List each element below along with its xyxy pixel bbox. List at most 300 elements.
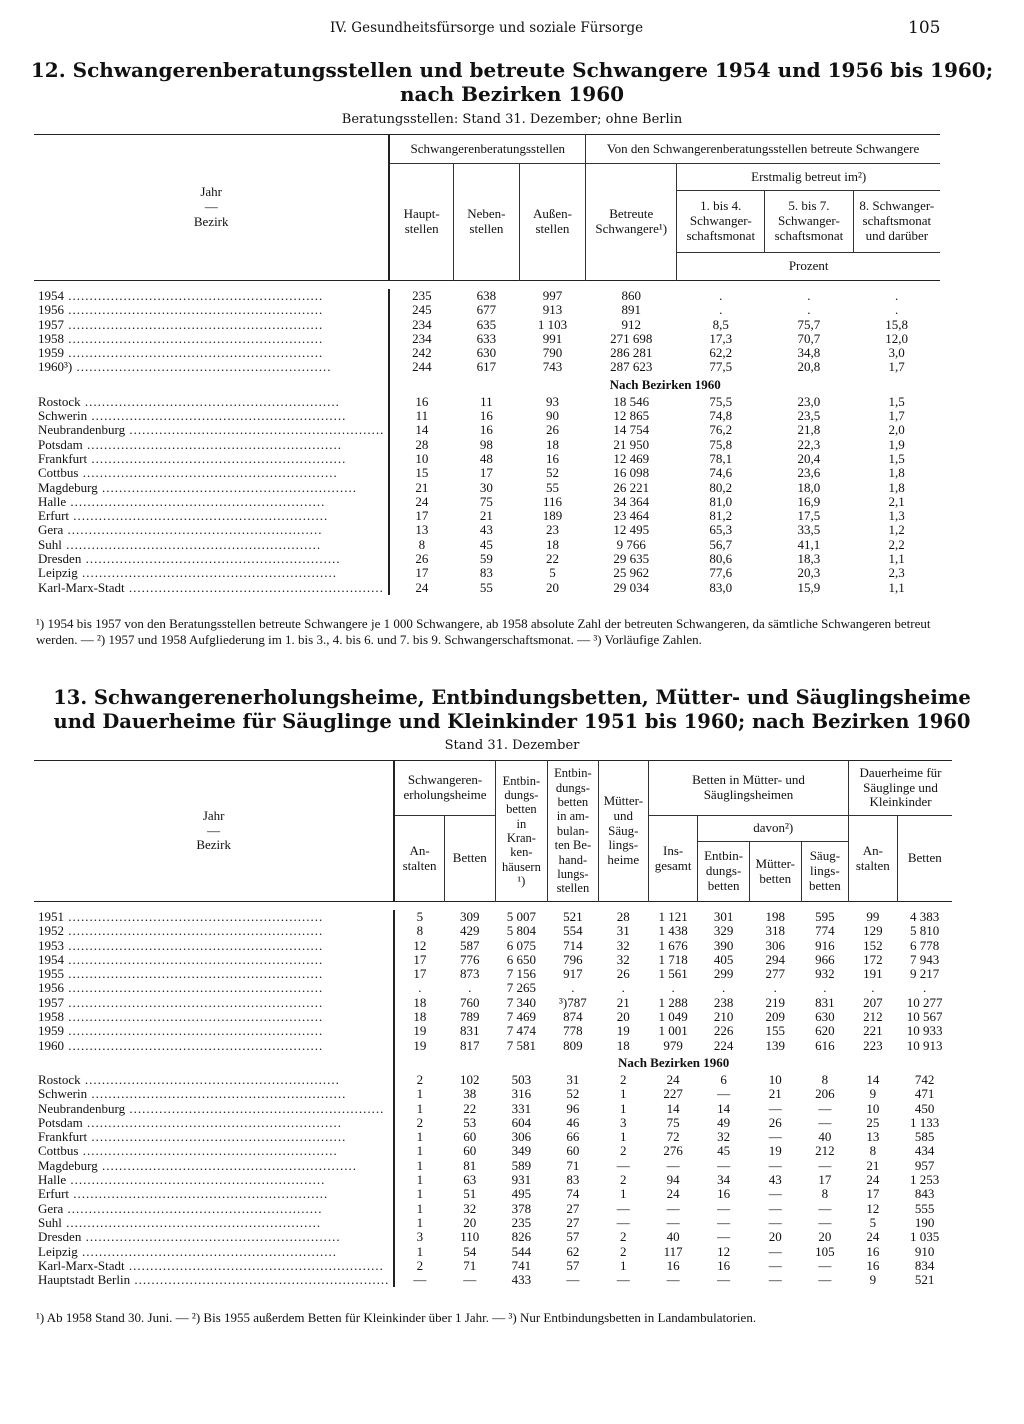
row-label-text: 1956 (38, 981, 64, 996)
cell-value: 6 (720, 1071, 727, 1087)
table-row (34, 581, 940, 595)
col-saeuglingsbetten: Säug- lings- betten (801, 842, 848, 902)
cell-value: — (818, 1114, 832, 1130)
cell-value: 56,7 (709, 536, 733, 552)
cell-value: 25 (866, 1114, 880, 1130)
cell-value: 931 (511, 1172, 532, 1188)
cell-value: 741 (511, 1257, 532, 1273)
cell-value: 1,5 (888, 393, 905, 409)
cell-value: 4 383 (909, 909, 940, 924)
cell-value: 796 (563, 951, 583, 967)
cell-value: 1 (394, 1187, 444, 1201)
cell-value: 1 103 (537, 316, 568, 332)
table-row (34, 953, 952, 967)
cell-value: 1 (394, 1130, 444, 1144)
cell-value: 11 (389, 409, 453, 423)
table-row (34, 452, 940, 466)
cell-value: 24 (666, 1071, 680, 1087)
cell-value: 18 (394, 1010, 444, 1024)
cell-value: . (773, 980, 777, 996)
cell-value: 778 (563, 1023, 583, 1039)
cell-value: — (768, 1257, 782, 1273)
cell-value: 789 (460, 1009, 480, 1025)
cell-value: 238 (713, 994, 734, 1010)
cell-value: 26 (768, 1114, 782, 1130)
cell-value: 638 (476, 288, 497, 303)
row-label-text: 1960³) (38, 360, 73, 375)
cell-value: 28 (389, 438, 453, 452)
col-entb-ambulant: Entbin- dungs- betten in am- bulan- ten Be- hand- lungs- stellen (548, 761, 599, 902)
table-row (34, 523, 940, 537)
table-row (34, 939, 952, 953)
cell-value: 235 (389, 289, 453, 303)
cell-value: — (768, 1243, 782, 1259)
cell-value: 75,8 (709, 436, 733, 452)
cell-value: 1,7 (888, 359, 905, 375)
cell-value: . (894, 302, 899, 318)
cell-value: 27 (566, 1214, 580, 1230)
cell-value: — (717, 1214, 731, 1230)
table13-title-line2: und Dauerheime für Säuglinge und Kleinkinder 1951 bis 1960; nach Bezirken 1960 (53, 710, 971, 733)
cell-value: 29 034 (613, 579, 650, 595)
cell-value: 63 (463, 1172, 477, 1188)
cell-value: 2 (394, 1259, 444, 1273)
cell-value: 24 (866, 1172, 880, 1188)
leader-dots: ............................................................ (80, 394, 340, 409)
cell-value: 1,8 (888, 465, 905, 481)
table-row (34, 552, 940, 566)
cell-value: 60 (566, 1143, 580, 1159)
cell-value: 53 (463, 1114, 477, 1130)
cell-value: 595 (815, 909, 835, 924)
cell-value: 1 (394, 1216, 444, 1230)
cell-value: 3 (620, 1114, 627, 1130)
cell-value: 80,6 (709, 551, 733, 567)
cell-value: 198 (765, 909, 786, 924)
row-label-text: Schwerin (38, 1087, 88, 1102)
table13-footnote: ¹) Ab 1958 Stand 30. Juni. — ²) Bis 1955 außerdem Betten für Kleinkinder über 1 Jahr. — ³) Nur Entbindungsbetten in Landambulatorien. (36, 1310, 757, 1325)
col-monat-5-7: 5. bis 7. Schwanger- schaftsmonat (765, 191, 853, 253)
cell-value: 21,8 (797, 422, 821, 438)
cell-value: 22 (463, 1100, 477, 1116)
col-entb-krankenhaus: Entbin- dungs- betten in Kran- ken- häusern ¹) (495, 761, 547, 902)
cell-value: 48 (479, 450, 493, 466)
cell-value: 81,2 (709, 508, 733, 524)
leader-dots: ............................................................ (63, 1201, 323, 1216)
row-label-text: Leipzig (38, 1244, 78, 1259)
row-label-text: Suhl (38, 1215, 62, 1230)
table-row (34, 1039, 952, 1053)
row-label-text: Frankfurt (38, 451, 88, 466)
leader-dots: ............................................................ (97, 1158, 357, 1173)
cell-value: 2,0 (888, 422, 905, 438)
cell-value: 60 (463, 1129, 477, 1145)
cell-value: 90 (545, 408, 559, 424)
cell-value: 34 364 (613, 493, 650, 509)
row-label-text: Potsdam (38, 437, 83, 452)
cell-value: 31 (566, 1071, 580, 1087)
row-label (34, 1024, 394, 1038)
table12-title (0, 58, 1024, 106)
row-label (34, 1116, 394, 1130)
cell-value: 831 (815, 994, 835, 1010)
cell-value: 20 (616, 1009, 630, 1025)
col-prozent: Prozent (677, 253, 940, 281)
cell-value: 299 (713, 966, 734, 982)
leader-dots: ............................................................ (125, 423, 385, 438)
cell-value: 17 (479, 465, 493, 481)
cell-value: 13 (866, 1129, 880, 1145)
cell-value: 226 (713, 1023, 734, 1039)
table-row (34, 996, 952, 1010)
cell-value: 34,8 (797, 345, 821, 361)
row-label (34, 395, 389, 409)
cell-value: 57 (566, 1229, 580, 1245)
row-label (34, 1273, 394, 1287)
cell-value: 19 (616, 1023, 630, 1039)
cell-value: 7 340 (506, 994, 537, 1010)
cell-value: 1 049 (658, 1009, 688, 1025)
row-label-text: Magdeburg (38, 480, 98, 495)
cell-value: 12,0 (885, 330, 908, 346)
cell-value: 16 (866, 1243, 880, 1259)
cell-value: — (616, 1157, 630, 1173)
cell-value: 18,3 (797, 551, 821, 567)
row-label-text: 1958 (38, 1010, 64, 1025)
cell-value: 23,6 (797, 465, 821, 481)
leader-dots: ............................................................ (82, 1115, 343, 1130)
cell-value: 6 778 (909, 937, 940, 953)
cell-value: 15,9 (797, 579, 821, 595)
cell-value: 244 (389, 360, 453, 374)
cell-value: 1,2 (888, 522, 905, 538)
cell-value: 21 950 (613, 436, 650, 452)
cell-value: 16 (717, 1257, 731, 1273)
cell-value: 12 469 (613, 450, 650, 466)
cell-value: 1 133 (909, 1114, 940, 1130)
col-muetter-saeuglingsheime: Mütter- und Säug- lings- heime (598, 761, 648, 902)
leader-dots: ............................................................ (69, 1187, 329, 1202)
table13-title-line1: 13. Schwangerenerholungsheime, Entbindungsbetten, Mütter- und Säuglingsheime (53, 686, 971, 709)
row-label-text: Rostock (38, 1072, 81, 1087)
cell-value: 2,2 (888, 536, 905, 552)
table-row (34, 409, 940, 423)
row-label-text: Schwerin (38, 409, 88, 424)
cell-value: 16 (545, 450, 559, 466)
leader-dots: ............................................................ (63, 523, 323, 538)
cell-value: 43 (768, 1172, 782, 1188)
cell-value: 2 (620, 1229, 627, 1245)
cell-value: 6 075 (506, 937, 537, 953)
row-label-text: Dresden (38, 1230, 82, 1245)
cell-value: 809 (563, 1037, 583, 1053)
section-row (34, 1053, 952, 1073)
cell-value: 957 (914, 1157, 935, 1173)
cell-value: 677 (476, 302, 497, 318)
table-row (34, 566, 940, 580)
row-label-text: Dresden (38, 552, 82, 567)
cell-value: 18 (545, 436, 559, 452)
row-label-text: Cottbus (38, 466, 79, 481)
cell-value: 8 (869, 1143, 877, 1159)
leader-dots: ............................................................ (87, 1087, 347, 1102)
cell-value: 6 650 (506, 951, 537, 967)
row-label (34, 981, 394, 995)
cell-value: 286 281 (610, 345, 653, 361)
cell-value: 98 (479, 436, 493, 452)
cell-value: 60 (463, 1143, 477, 1159)
cell-value: 301 (713, 909, 734, 924)
leader-dots: ............................................................ (61, 537, 322, 552)
cell-value: 316 (511, 1086, 532, 1102)
cell-value: 74,6 (709, 465, 733, 481)
cell-value: 932 (815, 966, 835, 982)
cell-value: 10 (768, 1071, 782, 1087)
cell-value: 616 (815, 1037, 835, 1053)
cell-value: 521 (914, 1272, 935, 1288)
cell-value: 19 (394, 1024, 444, 1038)
row-label (34, 409, 389, 423)
cell-value: 10 (389, 452, 453, 466)
cell-value: 235 (511, 1214, 532, 1230)
row-label (34, 552, 389, 566)
cell-value: 32 (463, 1200, 477, 1216)
cell-value: 24 (666, 1186, 680, 1202)
leader-dots: ............................................................ (81, 1230, 341, 1245)
row-label-text: Erfurt (38, 509, 70, 524)
cell-value: 503 (511, 1071, 532, 1087)
cell-value: 1,3 (888, 508, 905, 524)
cell-value: 1,5 (888, 450, 905, 466)
row-label-text: Suhl (38, 537, 62, 552)
cell-value: 78,1 (709, 450, 733, 466)
cell-value: 75 (479, 493, 493, 509)
cell-value: 26 (389, 552, 453, 566)
row-label-text: Karl-Marx-Stadt (38, 580, 125, 595)
leader-dots: ............................................................ (64, 317, 324, 332)
row-label (34, 1216, 394, 1230)
cell-value: 1 253 (909, 1172, 940, 1188)
cell-value: 2,1 (888, 493, 905, 509)
cell-value: 46 (566, 1114, 580, 1130)
table-row (34, 509, 940, 523)
cell-value: 75,5 (709, 393, 733, 409)
cell-value: 71 (463, 1257, 477, 1273)
row-label-text: 1960 (38, 1038, 64, 1053)
cell-value: 349 (511, 1143, 532, 1159)
cell-value: 1 561 (658, 966, 688, 982)
row-label (34, 1039, 394, 1053)
row-label (34, 1010, 394, 1024)
cell-value: 223 (863, 1037, 883, 1053)
table12-title-line1: 12. Schwangerenberatungsstellen und betreute Schwangere 1954 und 1956 bis 1960; (30, 58, 994, 82)
table-row (34, 466, 940, 480)
leader-dots: ............................................................ (64, 995, 324, 1010)
cell-value: . (823, 980, 827, 996)
cell-value: 18 (394, 996, 444, 1010)
cell-value: 433 (511, 1272, 532, 1288)
cell-value: 17 (389, 509, 453, 523)
col-monat-1-4: 1. bis 4. Schwanger- schaftsmonat (677, 191, 765, 253)
row-label (34, 332, 389, 346)
leader-dots: ............................................................ (125, 1101, 385, 1116)
leader-dots: ............................................................ (66, 494, 326, 509)
cell-value: 27 (566, 1200, 580, 1216)
table-row (34, 1010, 952, 1024)
leader-dots: ............................................................ (64, 1038, 324, 1053)
leader-dots: ............................................................ (77, 566, 337, 581)
cell-value: — (768, 1200, 782, 1216)
cell-value: 7 469 (506, 1009, 537, 1025)
cell-value: 979 (663, 1037, 683, 1053)
col-erholungsheime: Schwangeren- erholungsheime (394, 761, 495, 816)
cell-value: 1 (620, 1100, 627, 1116)
table-row (34, 495, 940, 509)
row-label-text: 1954 (38, 289, 64, 303)
leader-dots: ............................................................ (69, 509, 329, 524)
cell-value: 5 804 (506, 923, 537, 939)
cell-value: 52 (545, 465, 559, 481)
table-row (34, 289, 940, 303)
row-label (34, 924, 394, 938)
table-row (34, 967, 952, 981)
cell-value: 40 (666, 1229, 680, 1245)
cell-value: 34 (717, 1172, 731, 1188)
cell-value: 72 (666, 1129, 680, 1145)
cell-value: 913 (542, 302, 563, 318)
cell-value: 17 (389, 566, 453, 580)
cell-value: 45 (717, 1143, 731, 1159)
cell-value: 234 (389, 318, 453, 332)
cell-value: 966 (815, 951, 835, 967)
cell-value: 2 (620, 1143, 627, 1159)
cell-value: 450 (914, 1100, 935, 1116)
row-label (34, 1159, 394, 1173)
row-label (34, 438, 389, 452)
row-label-text: Halle (38, 1173, 67, 1188)
cell-value: 17 (866, 1186, 880, 1202)
cell-value: 318 (765, 923, 786, 939)
cell-value: 306 (511, 1129, 532, 1145)
cell-value: 31 (616, 923, 630, 939)
row-label (34, 452, 389, 466)
row-label (34, 523, 389, 537)
cell-value: 22,3 (797, 436, 821, 452)
cell-value: 8 (394, 924, 444, 938)
table-row (34, 318, 940, 332)
cell-value: 21 (866, 1157, 880, 1173)
cell-value: 12 (866, 1200, 880, 1216)
cell-value: 14 (666, 1100, 680, 1116)
cell-value: 207 (863, 994, 883, 1010)
cell-value: 1 035 (909, 1229, 940, 1245)
table-row (34, 1230, 952, 1244)
cell-value: 206 (815, 1086, 835, 1102)
leader-dots: ............................................................ (87, 451, 347, 466)
leader-dots: ............................................................ (66, 1173, 326, 1188)
cell-value: 32 (616, 951, 630, 967)
cell-value: 117 (663, 1243, 683, 1259)
row-label (34, 1073, 394, 1087)
cell-value: 1 (394, 1245, 444, 1259)
cell-value: 224 (713, 1037, 734, 1053)
cell-value: 434 (914, 1143, 935, 1159)
cell-value: 1 438 (658, 923, 688, 939)
cell-value: 790 (542, 345, 563, 361)
cell-value: 75 (666, 1114, 680, 1130)
cell-value: 1 (394, 1173, 444, 1187)
cell-value: 277 (765, 966, 786, 982)
cell-value: 912 (621, 316, 641, 332)
table-row (34, 910, 952, 924)
row-label (34, 495, 389, 509)
row-label-text: 1952 (38, 924, 64, 939)
cell-value: 630 (476, 345, 497, 361)
cell-value: — (717, 1200, 731, 1216)
col-betten-dauer: Betten (897, 816, 952, 902)
cell-value: 521 (563, 909, 583, 924)
row-label-text: Karl-Marx-Stadt (38, 1258, 125, 1273)
row-label-text: 1958 (38, 331, 64, 346)
cell-value: — (768, 1129, 782, 1145)
cell-value: 9 (869, 1272, 877, 1288)
cell-value: 21 (616, 994, 630, 1010)
row-label (34, 566, 389, 580)
cell-value: 7 474 (506, 1023, 537, 1039)
cell-value: 294 (765, 951, 786, 967)
cell-value: 212 (863, 1009, 883, 1025)
col-muetterbetten: Mütter- betten (749, 842, 801, 902)
cell-value: 19 (394, 1039, 444, 1053)
cell-value: 32 (717, 1129, 731, 1145)
cell-value: 16 (479, 408, 493, 424)
cell-value: 23 464 (613, 508, 650, 524)
cell-value: 59 (479, 551, 493, 567)
cell-value: 99 (866, 909, 880, 924)
cell-value: . (807, 288, 811, 303)
cell-value: 585 (914, 1129, 935, 1145)
cell-value: 495 (511, 1186, 532, 1202)
table-row (34, 981, 952, 995)
cell-value: 212 (815, 1143, 835, 1159)
cell-value: 20 (818, 1229, 832, 1245)
cell-value: 1,1 (888, 551, 905, 567)
col-nebenstellen: Neben- stellen (453, 164, 519, 281)
row-label (34, 289, 389, 303)
row-label-text: 1956 (38, 303, 64, 318)
leader-dots: ............................................................ (124, 1258, 384, 1273)
cell-value: 152 (863, 937, 883, 953)
cell-value: 66 (566, 1129, 580, 1145)
col-jahr-bezirk: Jahr — Bezirk (193, 184, 229, 229)
cell-value: 25 962 (613, 565, 650, 581)
cell-value: 405 (713, 951, 734, 967)
cell-value: 23 (545, 522, 559, 538)
cell-value: 1,7 (888, 408, 905, 424)
row-label (34, 967, 394, 981)
cell-value: 45 (479, 536, 493, 552)
cell-value: 9 217 (909, 966, 940, 982)
cell-value: 221 (863, 1023, 883, 1039)
cell-value: — (818, 1214, 832, 1230)
page-number: 105 (908, 18, 941, 38)
row-label-text: 1953 (38, 938, 64, 953)
cell-value: 21 (479, 508, 493, 524)
col-monat-8: 8. Schwanger- schaftsmonat und darüber (853, 191, 940, 253)
cell-value: 16 (666, 1257, 680, 1273)
cell-value: 54 (463, 1243, 477, 1259)
cell-value: 5 (549, 565, 556, 581)
